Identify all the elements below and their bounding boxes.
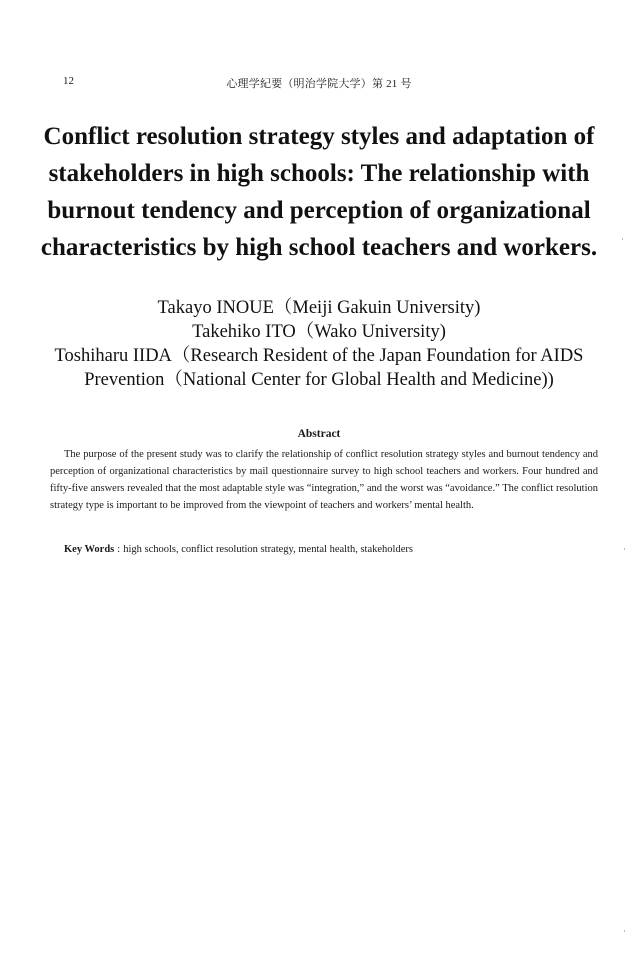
keywords-separator: :: [117, 544, 121, 555]
title-line: burnout tendency and perception of organizational: [47, 197, 591, 224]
paper-title: [22, 118, 616, 266]
keywords-text: high schools, conflict resolution strategy, mental health, stakeholders: [123, 544, 413, 555]
author-line: Takehiko ITO（Wako University): [192, 322, 446, 342]
journal-name: 心理学紀要（明治学院大学）第 21 号: [226, 78, 412, 90]
page-number: 12: [63, 75, 74, 87]
scan-speck: [624, 548, 625, 550]
scan-speck: [622, 238, 623, 240]
scan-speck: [624, 930, 625, 932]
abstract-heading: Abstract: [297, 428, 341, 440]
keywords-label: Key Words: [64, 544, 115, 555]
author-line: Prevention（National Center for Global Health and Medicine)): [84, 370, 554, 390]
title-line: characteristics by high school teachers and workers.: [40, 234, 598, 261]
title-line: stakeholders in high schools: The relationship with: [48, 160, 590, 187]
title-line: Conflict resolution strategy styles and adaptation of: [43, 123, 595, 150]
author-line: Toshiharu IIDA（Research Resident of the Japan Foundation for AIDS: [54, 346, 584, 366]
keywords: [64, 544, 594, 555]
author-list: [20, 296, 618, 392]
running-header: [63, 75, 575, 95]
abstract-body: The purpose of the present study was to clarify the relationship of conflict resolution strategy styles and burnout tendency and perception of organizational characteristics by mail questionnaire survey to high school teachers and workers. Four hundred and fifty-five answers revealed that the most adaptable style was “integration,” and the worst was “avoidance.” The conflict resolution strategy type is important to be improved from the viewpoint of teachers and workers’ mental health.: [50, 449, 598, 511]
author-line: Takayo INOUE（Meiji Gakuin University): [157, 298, 481, 318]
